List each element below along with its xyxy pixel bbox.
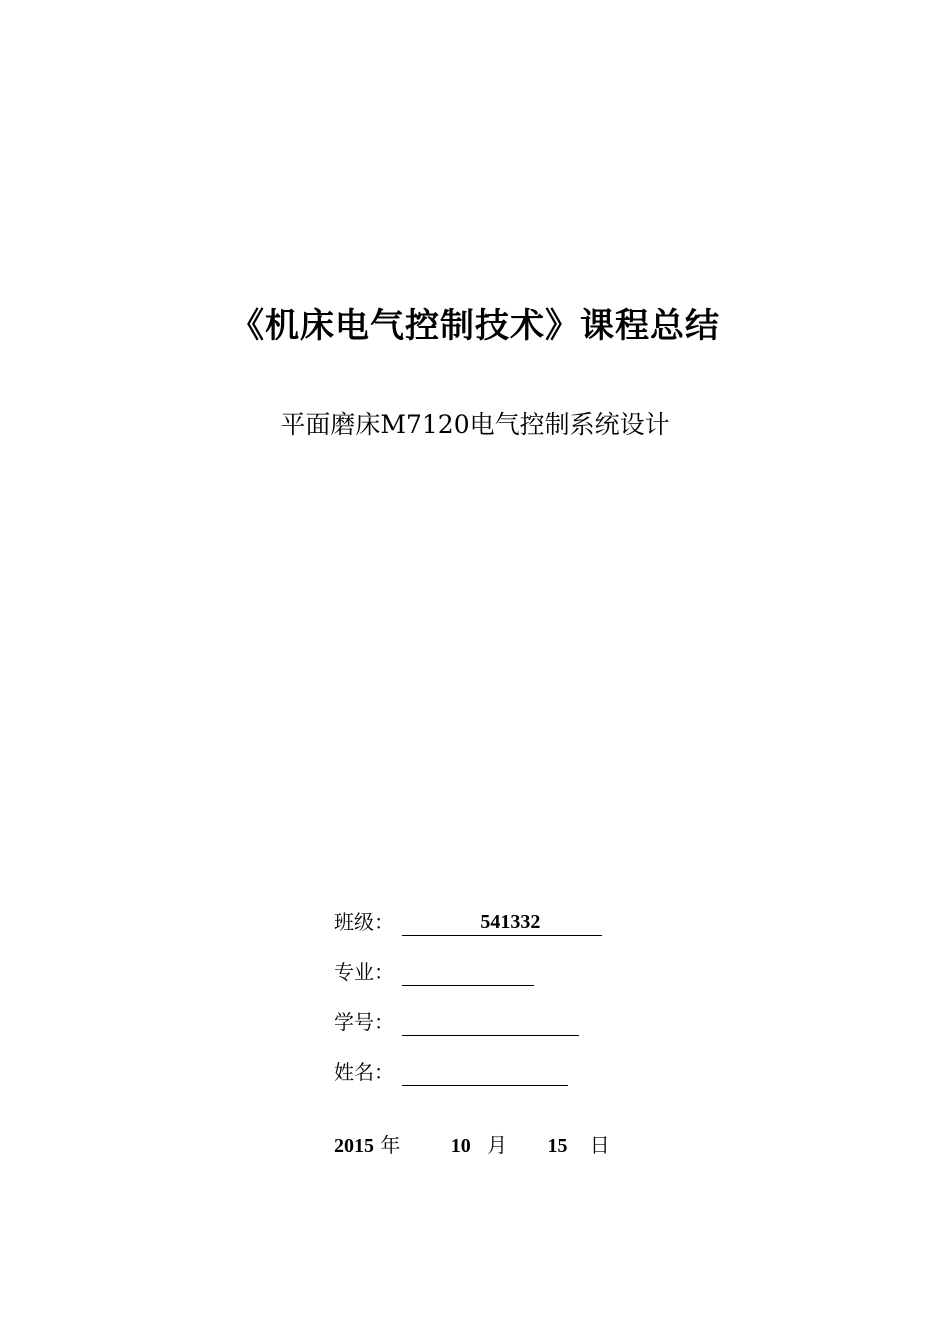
- name-field: [334, 1057, 568, 1087]
- major-label: 专业：: [334, 960, 394, 984]
- date-day: 15: [547, 1135, 568, 1157]
- document-subtitle: 平面磨床M7120电气控制系统设计: [280, 410, 670, 439]
- document-title: 《机床电气控制技术》课程总结: [230, 306, 720, 346]
- major-underline: [402, 957, 534, 986]
- name-label: 姓名：: [334, 1060, 394, 1084]
- student-id-label: 学号：: [334, 1010, 394, 1034]
- class-underline: [402, 907, 602, 936]
- date-year-unit: 年: [380, 1133, 401, 1157]
- date-month-unit: 月: [487, 1133, 508, 1157]
- student-id-field: [334, 1007, 579, 1037]
- student-id-underline: [402, 1007, 579, 1036]
- date-day-unit: 日: [589, 1133, 610, 1157]
- class-value: 541332: [480, 911, 541, 933]
- date-line: [334, 1130, 610, 1160]
- class-field: [334, 907, 602, 937]
- major-field: [334, 957, 534, 987]
- date-month: 10: [450, 1135, 471, 1157]
- date-year: 2015: [334, 1135, 374, 1157]
- name-underline: [402, 1057, 568, 1086]
- class-label: 班级：: [334, 910, 394, 934]
